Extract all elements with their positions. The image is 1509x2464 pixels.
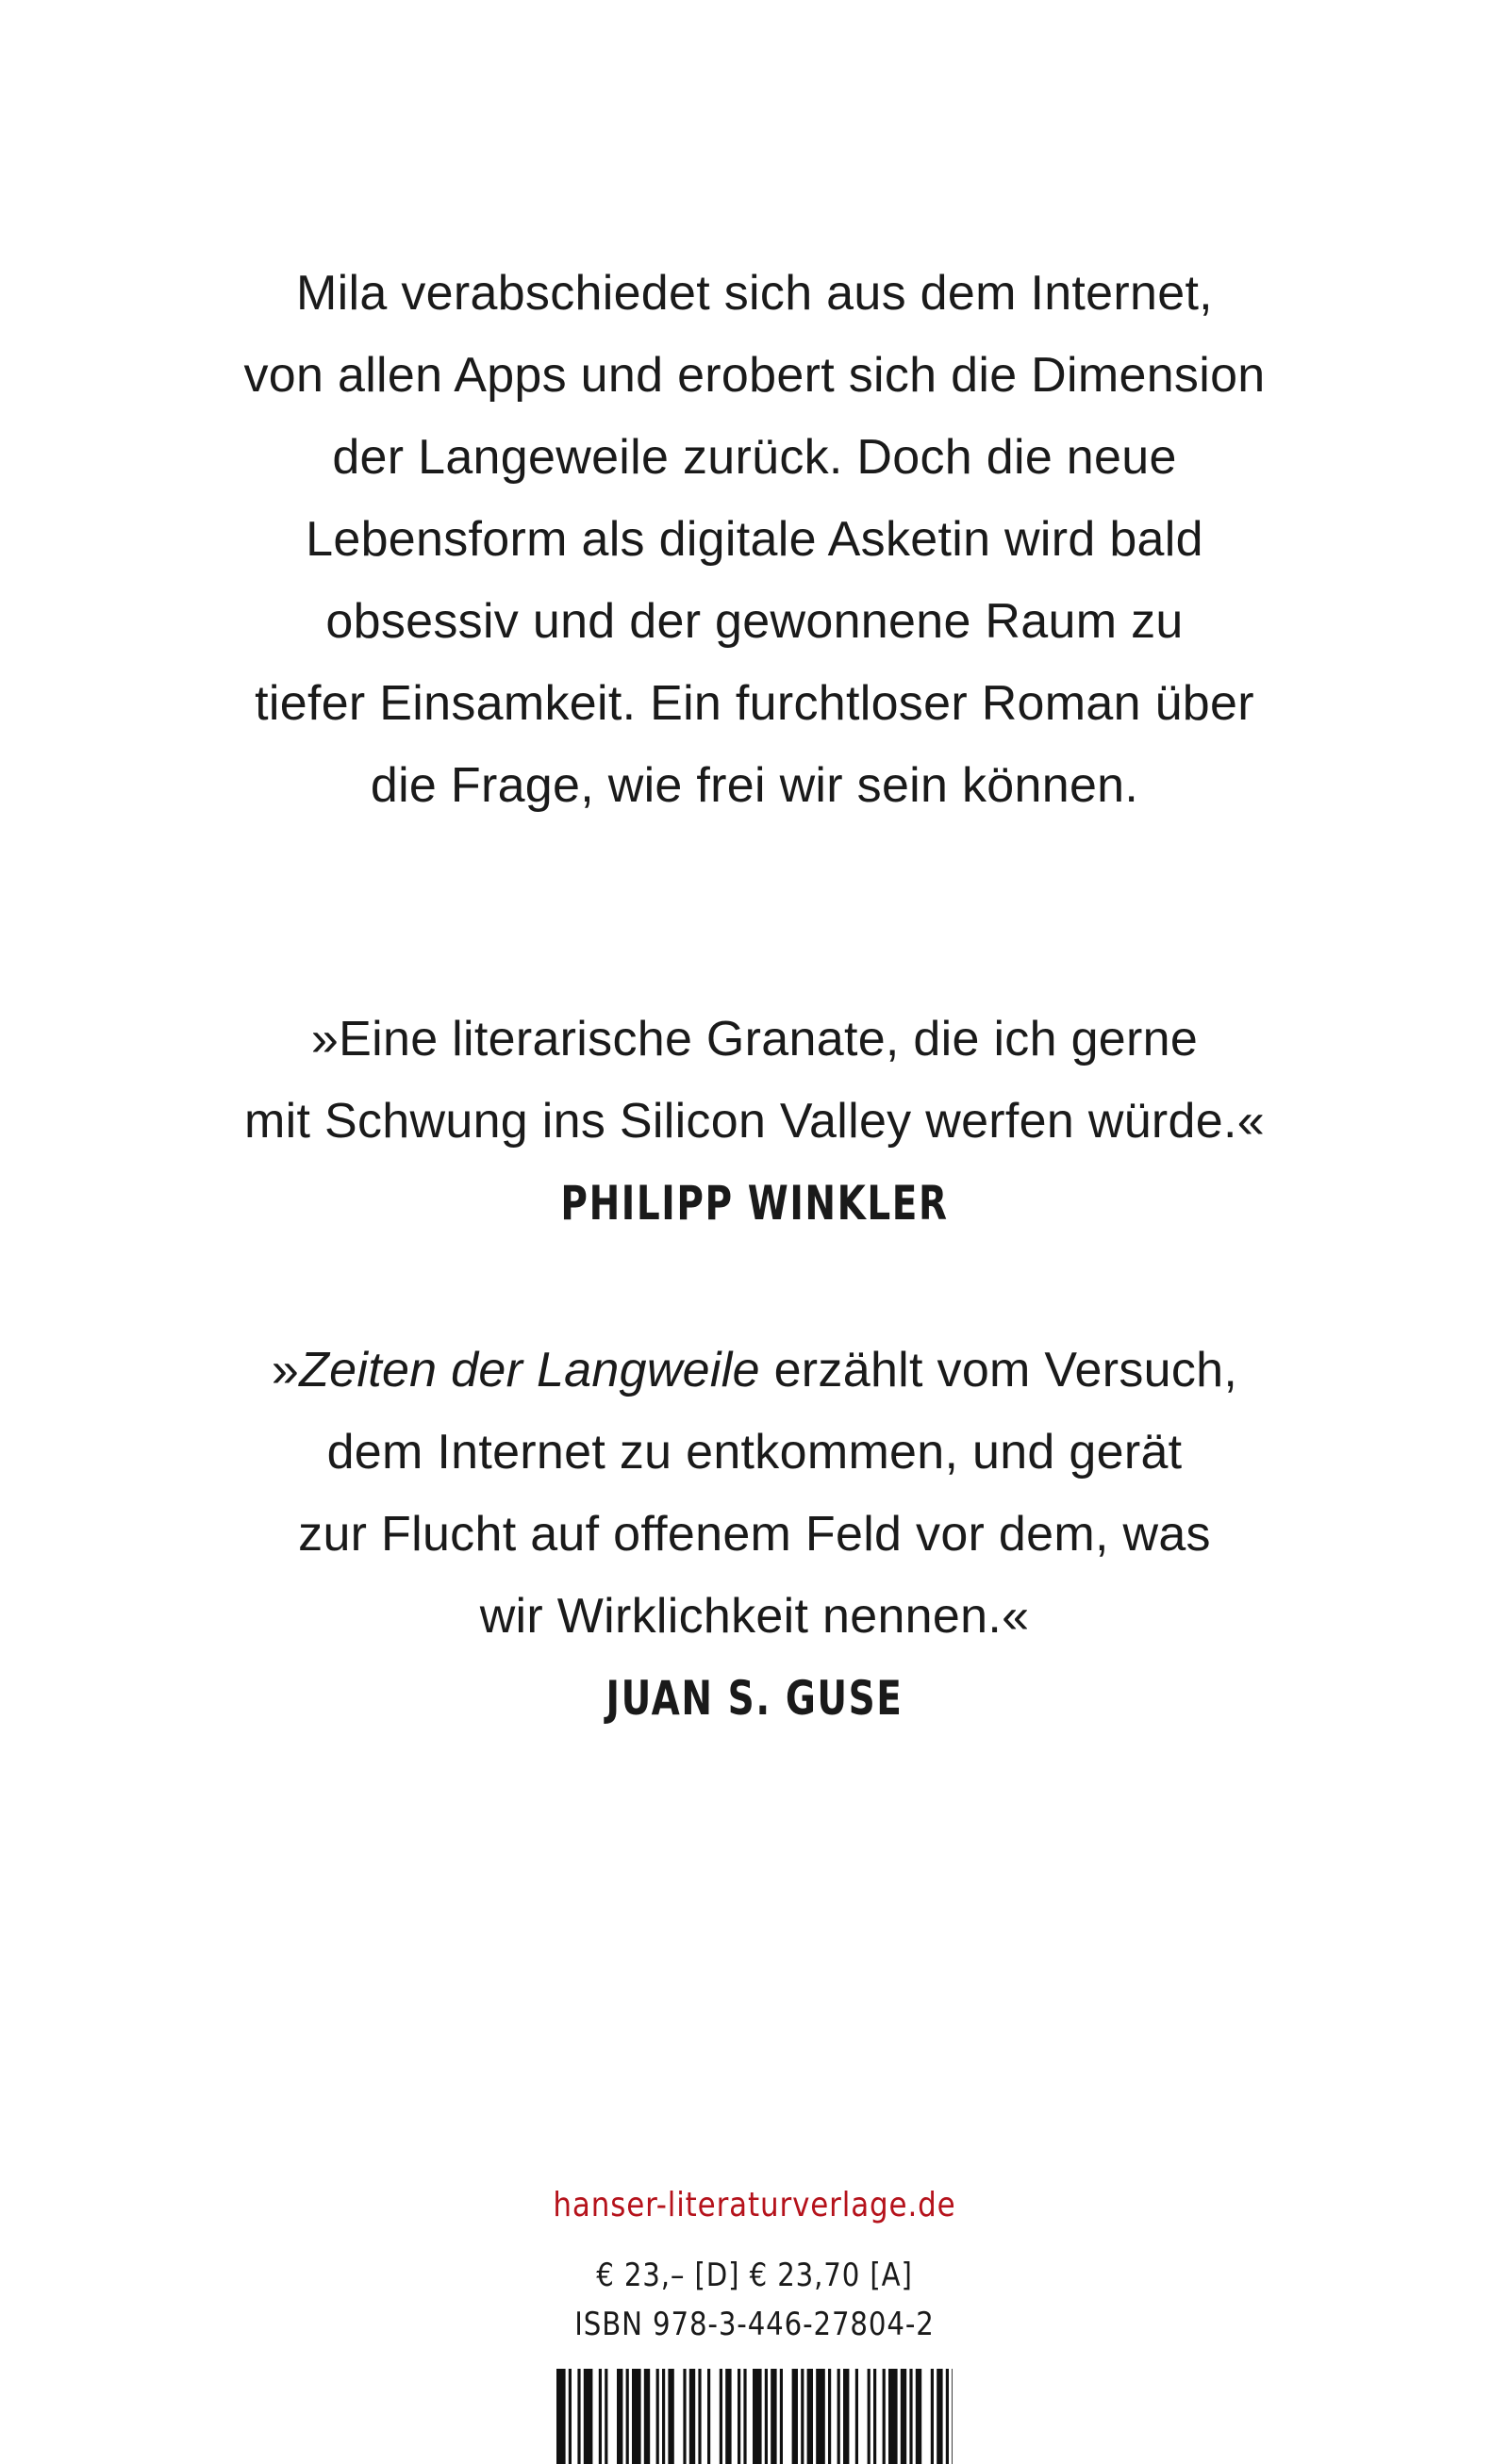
barcode-bar [883, 2369, 886, 2464]
barcode-bar [698, 2369, 701, 2464]
book-title-italic: Zeiten der Langweile [299, 1343, 760, 1397]
barcode-bar [743, 2369, 746, 2464]
barcode-bar [765, 2369, 768, 2464]
barcode-bar [843, 2369, 849, 2464]
quote-line: wir Wirklichkeit nennen.« [479, 1589, 1030, 1644]
barcode-bar [662, 2369, 665, 2464]
barcode-bar [605, 2369, 607, 2464]
barcode-bar [780, 2369, 783, 2464]
barcode-bar [801, 2369, 804, 2464]
barcode-bar [683, 2369, 686, 2464]
barcode-bar [668, 2369, 673, 2464]
price-label: € 23,– [D] € 23,70 [A] [596, 2257, 913, 2294]
quote-line-suffix: erzählt vom Versuch, [759, 1343, 1238, 1397]
barcode-bar [632, 2369, 641, 2464]
review-quote-winkler [141, 999, 1368, 1245]
publisher-url[interactable]: hanser-literaturverlage.de [553, 2186, 956, 2224]
review-quote-guse [141, 1330, 1368, 1740]
quote-line: »Eine literarische Granate, die ich gerne [310, 1012, 1199, 1067]
barcode-bar [569, 2369, 572, 2464]
barcode-bar [916, 2369, 921, 2464]
blurb-text [141, 253, 1368, 827]
blurb-line: die Frage, wie frei wir sein können. [370, 758, 1139, 813]
barcode-bar [837, 2369, 840, 2464]
barcode-bar [599, 2369, 602, 2464]
barcode-bar [707, 2369, 710, 2464]
barcode-bar [656, 2369, 659, 2464]
blurb-line: tiefer Einsamkeit. Ein furchtloser Roman über [255, 676, 1254, 731]
blurb-line: obsessiv und der gewonnene Raum zu [325, 594, 1184, 649]
barcode-icon [556, 2369, 953, 2464]
blurb-line: Lebensform als digitale Asketin wird bald [306, 512, 1203, 567]
barcode-bar [792, 2369, 798, 2464]
barcode-bar [689, 2369, 695, 2464]
quote-author: JUAN S. GUSE [605, 1671, 904, 1726]
quote-line: mit Schwung ins Silicon Valley werfen würde.« [244, 1094, 1265, 1149]
barcode-bar [855, 2369, 858, 2464]
quote-line: dem Internet zu entkommen, und gerät [326, 1425, 1183, 1480]
barcode-bar [617, 2369, 622, 2464]
barcode-bar [771, 2369, 776, 2464]
barcode-bar [720, 2369, 722, 2464]
barcode-bar [901, 2369, 906, 2464]
barcode-bar [868, 2369, 871, 2464]
barcode-bar [828, 2369, 831, 2464]
barcode-bar [753, 2369, 762, 2464]
barcode-bar [931, 2369, 934, 2464]
barcode-bar [888, 2369, 898, 2464]
quote-open-mark: » [271, 1343, 300, 1397]
barcode-bar [909, 2369, 912, 2464]
barcode-bar [644, 2369, 650, 2464]
quote-author: PHILIPP WINKLER [560, 1176, 949, 1231]
barcode-bar [952, 2369, 953, 2464]
barcode-bar [937, 2369, 942, 2464]
barcode-bar [816, 2369, 825, 2464]
barcode-bar [584, 2369, 593, 2464]
barcode-bar [873, 2369, 876, 2464]
blurb-line: Mila verabschiedet sich aus dem Internet, [296, 266, 1213, 321]
barcode-bar [738, 2369, 740, 2464]
quote-line [141, 1330, 1368, 1412]
quote-line: zur Flucht auf offenem Feld vor dem, was [298, 1507, 1211, 1562]
barcode-bar [626, 2369, 629, 2464]
blurb-line: von allen Apps und erobert sich die Dimension [243, 348, 1266, 403]
barcode-bar [556, 2369, 566, 2464]
blurb-line: der Langeweile zurück. Doch die neue [332, 430, 1177, 485]
barcode-bar [725, 2369, 731, 2464]
barcode-bar [807, 2369, 813, 2464]
barcode-bar [946, 2369, 949, 2464]
barcode-bar [577, 2369, 580, 2464]
isbn-label: ISBN 978-3-446-27804-2 [574, 2306, 935, 2343]
